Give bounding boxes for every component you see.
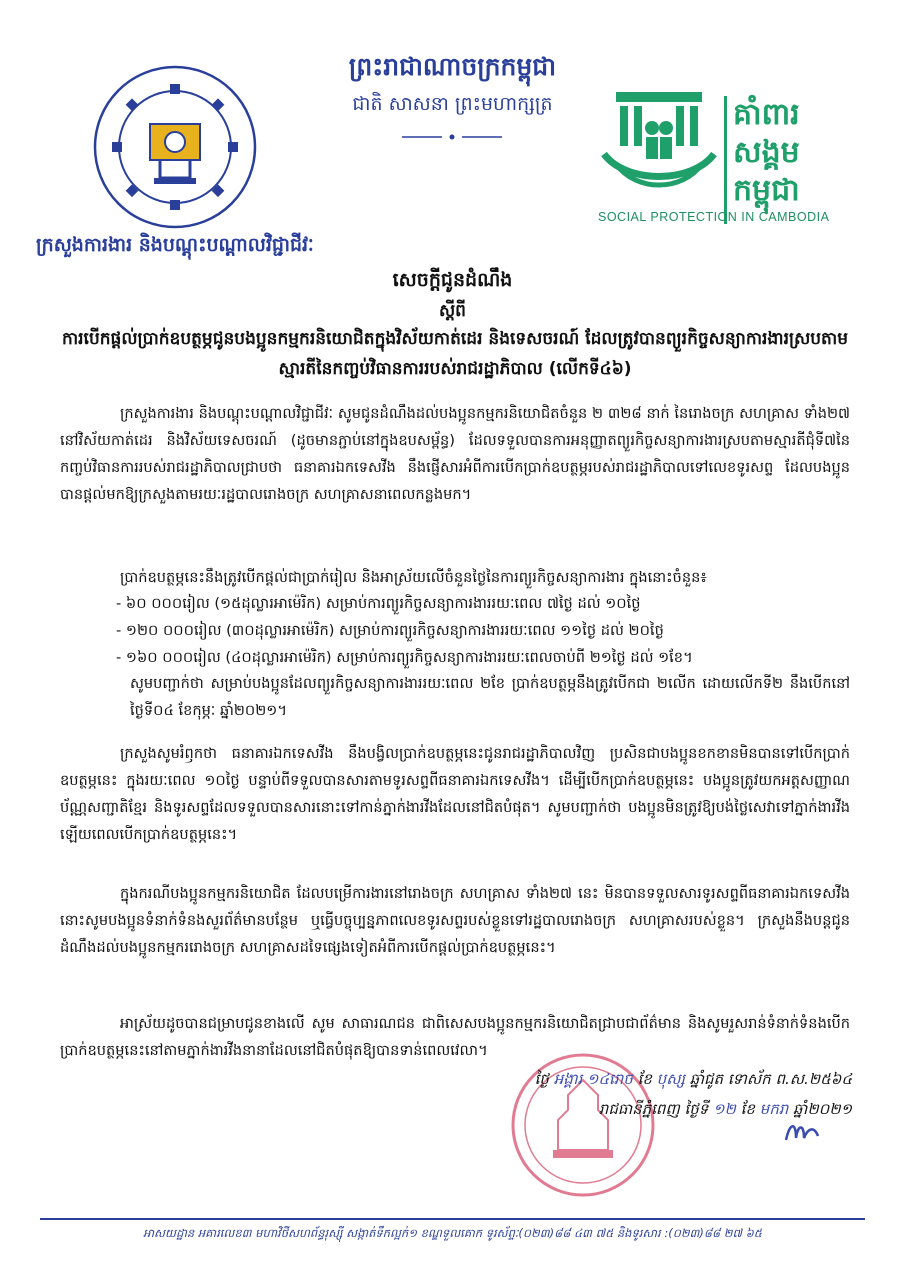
bullet-note: សូមបញ្ជាក់ថា សម្រាប់បងប្អូនដែលព្យួរកិច្ចសន្យាការងាររយៈពេល ២ខែ ប្រាក់ឧបត្ថម្ភនឹងត្រូវបើកជា ២លើក ដោយលើកទី២ នឹងបើកនៅថ្ងៃទី០៤ ខែកុម្ភៈ ឆ្នាំ២០២១។ (130, 675, 850, 719)
document-type: សេចក្តីជូនដំណឹង (392, 269, 513, 291)
solar-date: រាជធានីភ្នំពេញ ថ្ងៃទី ១២ ខែ មករា ឆ្នាំ២០២១ (598, 1100, 852, 1118)
paragraph-3: ក្រសួងសូមរំឭកថា ធនាគារឯកទេសវីង នឹងបង្វិលប្រាក់ឧបត្ថម្ភនេះជូនរាជរដ្ឋាភិបាលវិញ ប្រសិនជាបងប្អូនខកខានមិនបានទៅបើកប្រាក់ឧបត្ថម្ភនេះ ក្នុងរយៈពេល ១០ថ្ងៃ បន្ទាប់ពីទទួលបានសារតាមទូរសព្ទពីធនាគារឯកទេសវីង។ ដើម្បីបើកប្រាក់ឧបត្ថម្ភនេះ បងប្អូនត្រូវយកអត្តសញ្ញាណប័ណ្ណសញ្ជាតិខ្មែរ និងទូរសព្ទដែលទទួលបានសារនោះទៅកាន់ភ្នាក់ងារវីងដែលនៅជិតបំផុត។ សូមបញ្ជាក់ថា បងប្អូនមិនត្រូវឱ្យបង់ថ្លៃសេវាទៅភ្នាក់ងារវីងឡើយពេលបើកប្រាក់ឧបត្ថម្ភនេះ។ (60, 745, 850, 843)
list-item: - ១៦០ ០០០រៀល (៤០ដុល្លារអាម៉េរិក) សម្រាប់ការព្យួរកិច្ចសន្យាការងាររយៈពេលចាប់ពី ២១ថ្ងៃ ដល់ ១ខែ។ (60, 644, 850, 671)
footer-address: អាសយដ្ឋាន អគារលេខ៣ មហាវិថីសហព័ន្ធរុស្ស៊ី សង្កាត់ទឹកល្អក់១ ខណ្ឌទួលគោក ទូរស័ព្ទៈ(០២៣)៨៨ ៤៣ ៧៥ និងទូរសារ :(០២៣)៨៨ ២៧ ៦៥ (143, 1226, 762, 1240)
ornament-divider (402, 125, 502, 131)
social-protection-khmer-title: គាំពារ សង្គម កម្ពុជា (733, 97, 800, 208)
paragraph-2-intro: ប្រាក់ឧបត្ថម្ភនេះនឹងត្រូវបើកផ្តល់ជាប្រាក់រៀល និងអាស្រ័យលើចំនួនថ្ងៃនៃការព្យួរកិច្ចសន្យាការងារ ក្នុងនោះចំនួន៖ (120, 569, 707, 586)
kingdom-title: ព្រះរាជាណាចក្រកម្ពុជា (348, 52, 557, 81)
national-motto: ជាតិ សាសនា ព្រះមហាក្សត្រ (352, 93, 553, 115)
list-item: - ១២០ ០០០រៀល (៣០ដុល្លារអាម៉េរិក) សម្រាប់ការព្យួរកិច្ចសន្យាការងាររយៈពេល ១១ថ្ងៃ ដល់ ២០ថ្ងៃ (60, 617, 850, 644)
ministry-name: ក្រសួងការងារ និងបណ្តុះបណ្តាលវិជ្ជាជីវៈ (36, 234, 314, 256)
lunar-date: ថ្ងៃ អង្គារ ១៤រោច ខែ បុស្ស ឆ្នាំជូត ទោស័ក ព.ស.២៥៦៤ (534, 1070, 852, 1088)
document-subject: ការបើកផ្តល់ប្រាក់ឧបត្ថម្ភជូនបងប្អូនកម្មករនិយោជិតក្នុងវិស័យកាត់ដេរ និងទេសចរណ៍ ដែលត្រូវបានព្យួរកិច្ចសន្យាការងារស្របតាមស្មារតីនៃកញ្ចប់វិធានការរបស់រាជរដ្ឋាភិបាល (លើកទី៤៦) (61, 329, 849, 379)
document-about: ស្តីពី (439, 301, 466, 321)
paragraph-1: ក្រសួងការងារ និងបណ្តុះបណ្តាលវិជ្ជាជីវៈ សូមជូនដំណឹងដល់បងប្អូនកម្មករនិយោជិតចំនួន ២ ៣២៨ នាក់ នៃរោងចក្រ សហគ្រាស ទាំង២៧ នៅវិស័យកាត់ដេរ និងវិស័យទេសចរណ៍ (ដូចមានភ្ជាប់នៅក្នុងឧបសម្ព័ន្ធ) ដែលទទួលបានការអនុញ្ញាតព្យួរកិច្ចសន្យាការងារស្របតាមស្មារតីជុំទី៧នៃកញ្ចប់វិធានការរបស់រាជរដ្ឋាភិបាលជ្រាបថា ធនាគារឯកទេសវីង នឹងផ្ញើសារអំពីការបើកប្រាក់ឧបត្ថម្ភរបស់រាជរដ្ឋាភិបាលទៅលេខទូរសព្ទ ដែលបងប្អូនបានផ្តល់មកឱ្យក្រសួងតាមរយៈរដ្ឋបាលរោងចក្រ សហគ្រាសនាពេលកន្លងមក។ (60, 405, 850, 503)
signature (782, 1118, 822, 1148)
paragraph-4: ក្នុងករណីបងប្អូនកម្មករនិយោជិត ដែលបម្រើការងារនៅរោងចក្រ សហគ្រាស ទាំង២៧ នេះ មិនបានទទួលសារទូរសព្ទពីធនាគារឯកទេសវីង នោះសូមបងប្អូនទំនាក់ទំនងសួរព័ត៌មានបន្ថែម ឬធ្វើបច្ចុប្បន្នភាពលេខទូរសព្ទរបស់ខ្លួនទៅរដ្ឋបាលរោងចក្រ សហគ្រាសរបស់ខ្លួន។ ក្រសួងនឹងបន្តជូនដំណឹងដល់បងប្អូនកម្មកររោងចក្រ សហគ្រាសដទៃផ្សេងទៀតអំពីការបើកផ្តល់ប្រាក់ឧបត្ថម្ភនេះ។ (60, 885, 850, 956)
list-item: - ៦០ ០០០រៀល (១៥ដុល្លារអាម៉េរិក) សម្រាប់ការព្យួរកិច្ចសន្យាការងាររយៈពេល ៧ថ្ងៃ ដល់ ១០ថ្ងៃ (60, 590, 850, 617)
paragraph-5: អាស្រ័យដូចបានជម្រាបជូនខាងលើ សូម សាធារណជន ជាពិសេសបងប្អូនកម្មករនិយោជិតជ្រាបជាព័ត៌មាន និងសូមរួសរាន់ទំនាក់ទំនងបើកប្រាក់ឧបត្ថម្ភនេះនៅតាមភ្នាក់ងារវីងនានាដែលនៅជិតបំផុតឱ្យបានទាន់ពេលវេលា។ (60, 1015, 850, 1059)
footer-divider (40, 1218, 865, 1220)
allowance-list (60, 590, 850, 671)
social-protection-caption: SOCIAL PROTECTION IN CAMBODIA (598, 210, 830, 224)
